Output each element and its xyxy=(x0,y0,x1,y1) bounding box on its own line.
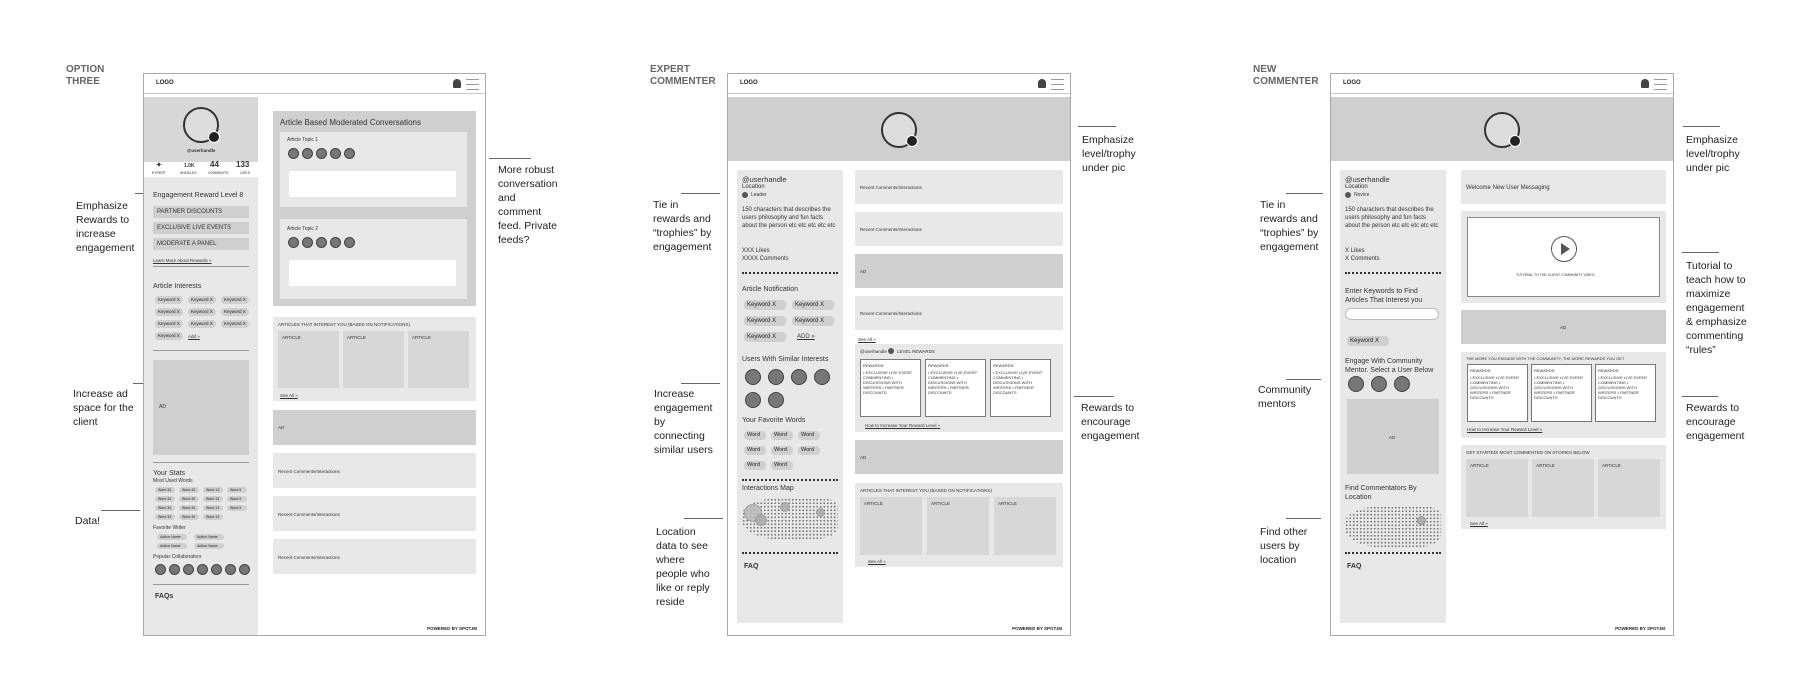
word-chip: Word 40 xyxy=(179,496,199,502)
collaborator-avatar[interactable] xyxy=(197,564,208,575)
see-all-link[interactable]: See All » xyxy=(858,337,876,342)
participant-avatar[interactable] xyxy=(330,237,341,248)
word-chip: Word 33 xyxy=(155,487,175,493)
article-label: ARTICLE xyxy=(1470,463,1489,468)
username: @userhandle xyxy=(1345,175,1390,184)
how-to-increase-link[interactable]: How to Increase Your Reward Level » xyxy=(865,423,941,428)
conversations-title: Article Based Moderated Conversations xyxy=(280,118,421,127)
similar-user-avatar[interactable] xyxy=(791,369,807,385)
ad-space[interactable] xyxy=(855,440,1063,474)
map-hotspot xyxy=(816,508,825,517)
participant-avatar[interactable] xyxy=(316,237,327,248)
author-chip[interactable]: Author Name xyxy=(157,543,187,549)
rewards-intro: THE MORE YOU ENGAGE WITH THE COMMUNITY, THE MORE REWARDS YOU GET xyxy=(1466,356,1625,361)
bell-icon[interactable] xyxy=(1641,79,1649,88)
word-chip: Word 33 xyxy=(155,514,175,520)
faq-link[interactable]: FAQ xyxy=(1347,563,1362,570)
annotation: Emphasize level/trophy under pic xyxy=(1686,134,1740,174)
user-bio: 150 characters that describes the users philosophy and fun facts about the person etc etc etc etc etc xyxy=(742,207,836,229)
article-label: ARTICLE xyxy=(931,501,950,506)
rewards-list: • EXCLUSIVE LIVE EVENT COMMENTING • DISCUSSIONS WITH WRITERS • PARTNER DISCOUNTS xyxy=(928,370,978,395)
comment-card-label: Recent Comments/Interactions xyxy=(860,185,922,190)
similar-user-avatar[interactable] xyxy=(768,369,784,385)
popular-collaborators-label: Popular Collaborators xyxy=(153,554,202,560)
similar-user-avatar[interactable] xyxy=(745,369,761,385)
menu-icon[interactable] xyxy=(1051,79,1064,90)
comment-card-label: Recent Comments/Interactions xyxy=(278,555,340,560)
annotation-line xyxy=(1078,126,1116,127)
stat-value: 44 xyxy=(210,160,219,169)
comment-card-label: Recent Comments/Interactions xyxy=(278,469,340,474)
annotation: Increase engagement by connecting similar users xyxy=(654,388,713,456)
word-chip: Word 33 xyxy=(155,496,175,502)
reward-button-label: EXCLUSIVE LIVE EVENTS xyxy=(157,225,232,231)
see-all-link[interactable]: See All » xyxy=(1470,521,1488,526)
topic-label: Article Topic 2 xyxy=(287,226,319,232)
annotation-line xyxy=(681,383,720,384)
level-icon xyxy=(742,192,748,198)
keyword-chip[interactable]: Keyword X xyxy=(188,320,216,328)
similar-users-heading: Users With Similar Interests xyxy=(742,356,829,363)
rewards-list: • EXCLUSIVE LIVE EVENT COMMENTING • DISCUSSIONS WITH WRITERS • PARTNER DISCOUNTS xyxy=(1470,375,1520,400)
keyword-chip[interactable]: Keyword X xyxy=(155,308,183,316)
keyword-chip[interactable]: Keyword X xyxy=(188,308,216,316)
collaborator-avatar[interactable] xyxy=(211,564,222,575)
annotation-line xyxy=(1286,379,1321,380)
keyword-chip[interactable]: Keyword X xyxy=(155,320,183,328)
keyword-chip[interactable]: Keyword X xyxy=(221,320,249,328)
menu-icon[interactable] xyxy=(466,79,479,90)
level-icon xyxy=(888,348,894,354)
get-started-heading: GET STARTED! MOST COMMENTED ON STORIES BELOW xyxy=(1466,450,1590,455)
ad-label: AD xyxy=(159,404,166,410)
comment-card-label: Recent Comments/Interactions xyxy=(860,227,922,232)
wireframe-expert-commenter xyxy=(727,73,1071,636)
rewards-title: REWARDS: xyxy=(993,363,1015,368)
see-all-link[interactable]: See All » xyxy=(868,559,886,564)
footer: POWERED BY SPOT.IM xyxy=(427,626,477,631)
keyword-chip[interactable]: Keyword X xyxy=(155,296,183,304)
see-all-link[interactable]: See All » xyxy=(280,393,298,398)
your-stats-heading: Your Stats xyxy=(153,470,186,477)
faq-link[interactable]: FAQ xyxy=(744,563,759,570)
word-chip: Word 9 xyxy=(227,487,247,493)
similar-user-avatar[interactable] xyxy=(768,392,784,408)
word-chip: Word xyxy=(771,431,793,440)
keyword-chip[interactable]: Keyword X xyxy=(155,332,183,340)
map-hotspot xyxy=(780,502,790,512)
ad-space[interactable] xyxy=(273,410,476,445)
articles-heading: ARTICLES THAT INTEREST YOU (BASED ON NOTIFICATIONS) xyxy=(860,488,992,493)
dotted-divider xyxy=(1345,552,1441,554)
reward-level: Engagement Reward Level 8 xyxy=(153,192,244,199)
likes-count: X Likes xyxy=(1345,248,1365,254)
annotation: Tutorial to teach how to maximize engagement & emphasize commenting “rules” xyxy=(1686,260,1747,356)
map-hotspot xyxy=(755,514,767,526)
participant-avatar[interactable] xyxy=(344,237,355,248)
ad-label: AD xyxy=(1389,435,1396,440)
trophy-badge xyxy=(1509,135,1521,147)
rewards-list: • EXCLUSIVE LIVE EVENT COMMENTING • DISCUSSIONS WITH WRITERS • PARTNER DISCOUNTS xyxy=(863,370,913,395)
likes-count: XXX Likes xyxy=(742,248,770,254)
ad-space[interactable] xyxy=(153,360,249,455)
dotted-divider xyxy=(742,272,838,274)
participant-avatar[interactable] xyxy=(302,237,313,248)
favorite-writer-label: Favorite Writer xyxy=(153,525,186,531)
articles-heading: ARTICLES THAT INTEREST YOU (BASED ON NOTIFICATIONS) xyxy=(278,322,410,327)
favorite-words-heading: Your Favorite Words xyxy=(742,417,806,424)
collaborator-avatar[interactable] xyxy=(225,564,236,575)
add-keyword-link[interactable]: ADD » xyxy=(797,334,815,340)
faqs-link[interactable]: FAQs xyxy=(155,593,174,600)
how-to-increase-link[interactable]: How to Increase Your Reward Level » xyxy=(1467,427,1543,432)
annotation: Data! xyxy=(75,515,101,527)
trophy-badge xyxy=(906,135,918,147)
rewards-list: • EXCLUSIVE LIVE EVENT COMMENTING • DISCUSSIONS WITH WRITERS • PARTNER DISCOUNTS xyxy=(1598,375,1648,400)
annotation: Tie in rewards and “trophies” by engagement xyxy=(1260,199,1319,253)
collaborator-avatar[interactable] xyxy=(239,564,250,575)
dotted-divider xyxy=(742,552,838,554)
annotation-line xyxy=(1683,126,1720,127)
option-title: OPTION THREE xyxy=(66,64,105,87)
comments-count: X Comments xyxy=(1345,256,1380,262)
username: @userhandle xyxy=(187,148,216,153)
collaborator-avatar[interactable] xyxy=(155,564,166,575)
word-chip: Word xyxy=(744,431,766,440)
mentor-avatar[interactable] xyxy=(1348,376,1364,392)
mentor-heading: Engage With Community Mentor. Select a User Below xyxy=(1345,358,1434,374)
sidebar xyxy=(1340,170,1446,623)
stat-label: LIKES xyxy=(240,171,250,175)
annotation-line xyxy=(681,193,720,194)
keyword-chip[interactable]: Keyword X xyxy=(221,308,249,316)
annotation-line xyxy=(489,158,531,159)
word-chip: Word xyxy=(771,461,793,470)
footer: POWERED BY SPOT.IM xyxy=(1012,626,1062,631)
top-bar xyxy=(1331,74,1673,94)
ad-label: AD xyxy=(860,455,867,460)
mentor-avatar[interactable] xyxy=(1371,376,1387,392)
comment-card-label: Recent Comments/Interactions xyxy=(278,512,340,517)
comment-card-label: Recent Comments/Interactions xyxy=(860,311,922,316)
bell-icon[interactable] xyxy=(453,79,461,88)
participant-avatar[interactable] xyxy=(316,148,327,159)
menu-icon[interactable] xyxy=(1654,79,1667,90)
article-label: ARTICLE xyxy=(412,335,431,340)
annotation-line xyxy=(1074,396,1114,397)
mentor-avatar[interactable] xyxy=(1394,376,1410,392)
participant-avatar[interactable] xyxy=(344,148,355,159)
divider xyxy=(153,584,249,585)
top-bar xyxy=(728,74,1070,94)
user-level: Leader xyxy=(751,192,767,198)
ad-label: AD xyxy=(1560,325,1567,330)
find-commentators-heading: Find Commentators By Location xyxy=(1345,485,1417,501)
word-chip: Word xyxy=(798,446,820,455)
divider xyxy=(153,462,249,463)
word-chip: Word xyxy=(744,446,766,455)
similar-user-avatar[interactable] xyxy=(745,392,761,408)
most-used-words-label: Most Used Words xyxy=(153,478,193,484)
annotation: Emphasize Rewards to increase engagement xyxy=(76,200,135,254)
word-chip: Word 13 xyxy=(203,487,223,493)
article-label: ARTICLE xyxy=(1602,463,1621,468)
annotation-line xyxy=(1286,193,1323,194)
top-bar xyxy=(144,74,485,94)
comment-input[interactable] xyxy=(289,260,456,286)
author-chip[interactable]: Author Name xyxy=(194,543,224,549)
user-bio: 150 characters that describes the users philosophy and fun facts about the person etc etc etc etc etc xyxy=(1345,207,1439,229)
word-chip: Word 33 xyxy=(155,505,175,511)
ad-label: AD xyxy=(860,269,867,274)
wireframe-option-three xyxy=(143,73,486,636)
annotation-line xyxy=(1286,518,1321,519)
annotation: Tie in rewards and “trophies” by engagement xyxy=(653,199,712,253)
map-hotspot xyxy=(1417,516,1426,525)
word-chip: Word 13 xyxy=(203,505,223,511)
level-rewards-label: LEVEL REWARDS xyxy=(897,349,935,354)
video-caption: TUTORIAL TO THE CLIENT COMMUNITY VIDEO xyxy=(1516,273,1595,277)
keyword-chip[interactable]: Keyword X xyxy=(744,316,786,326)
word-chip: Word 13 xyxy=(203,496,223,502)
stat-label: EXPERT xyxy=(152,171,166,175)
rewards-title: REWARDS: xyxy=(1470,368,1492,373)
annotation: Community mentors xyxy=(1258,384,1312,410)
keyword-chip[interactable]: Keyword X xyxy=(792,316,834,326)
rewards-title: REWARDS: xyxy=(1534,368,1556,373)
ad-space[interactable] xyxy=(855,254,1063,288)
collaborator-avatar[interactable] xyxy=(169,564,180,575)
keyword-chip[interactable]: Keyword X xyxy=(188,296,216,304)
interactions-map-heading: Interactions Map xyxy=(742,485,794,492)
article-label: ARTICLE xyxy=(282,335,301,340)
topic-label: Article Topic 1 xyxy=(287,137,319,143)
ad-label: AD xyxy=(278,425,285,430)
rewards-title: REWARDS: xyxy=(863,363,885,368)
word-chip: Word 40 xyxy=(179,505,199,511)
keyword-chip[interactable]: Keyword X xyxy=(1347,336,1389,346)
option-title: EXPERT COMMENTER xyxy=(650,64,716,87)
welcome-message: Welcome New User Messaging xyxy=(1466,185,1550,191)
annotation: Rewards to encourage engagement xyxy=(1686,402,1745,442)
notification-heading: Article Notification xyxy=(742,286,799,293)
annotation-line xyxy=(684,518,723,519)
participant-avatar[interactable] xyxy=(302,148,313,159)
participant-avatar[interactable] xyxy=(330,148,341,159)
annotation: Rewards to encourage engagement xyxy=(1081,402,1140,442)
word-chip: Word xyxy=(798,431,820,440)
article-label: ARTICLE xyxy=(347,335,366,340)
trophy-badge xyxy=(208,131,220,143)
annotation: Emphasize level/trophy under pic xyxy=(1082,134,1136,174)
annotation-line xyxy=(1682,252,1719,253)
comments-count: XXXX Comments xyxy=(742,256,789,262)
word-chip: Word xyxy=(771,446,793,455)
article-label: ARTICLE xyxy=(1536,463,1555,468)
reward-button-label: MODERATE A PANEL xyxy=(157,241,217,247)
logo: LOGO xyxy=(156,80,174,86)
stat-value: 133 xyxy=(236,160,250,169)
us-map[interactable] xyxy=(1345,506,1441,548)
annotation-line xyxy=(101,510,140,511)
stat-icon: ✦ xyxy=(156,162,162,169)
author-chip[interactable]: Author Name xyxy=(157,534,187,540)
user-location: Location xyxy=(1345,184,1368,190)
play-icon[interactable] xyxy=(1551,236,1577,262)
rewards-list: • EXCLUSIVE LIVE EVENT COMMENTING • DISCUSSIONS WITH WRITERS • PARTNER DISCOUNTS xyxy=(993,370,1043,395)
stat-label: COMMENTS xyxy=(208,171,229,175)
reward-button-label: PARTNER DISCOUNTS xyxy=(157,209,223,215)
add-keyword-link[interactable]: Add » xyxy=(188,334,200,339)
user-level: Novice xyxy=(1354,192,1370,198)
keyword-chip[interactable]: Keyword X xyxy=(792,300,834,310)
collaborator-avatar[interactable] xyxy=(183,564,194,575)
bell-icon[interactable] xyxy=(1038,79,1046,88)
comment-input[interactable] xyxy=(289,171,456,197)
annotation-line xyxy=(1682,396,1718,397)
logo: LOGO xyxy=(740,80,758,86)
dotted-divider xyxy=(742,479,838,481)
rewards-username: @userhandle xyxy=(860,349,887,354)
rewards-list: • EXCLUSIVE LIVE EVENT COMMENTING • DISCUSSIONS WITH WRITERS • PARTNER DISCOUNTS xyxy=(1534,375,1584,400)
footer: POWERED BY SPOT.IM xyxy=(1615,626,1665,631)
stat-value: 1.0K xyxy=(184,163,195,169)
user-location: Location xyxy=(742,184,765,190)
stat-label: ANGELES xyxy=(180,171,197,175)
word-chip: Word 9 xyxy=(227,505,247,511)
dotted-divider xyxy=(1345,272,1441,274)
keyword-chip[interactable]: Keyword X xyxy=(744,300,786,310)
logo: LOGO xyxy=(1343,80,1361,86)
keyword-chip[interactable]: Keyword X xyxy=(221,296,249,304)
rewards-title: REWARDS: xyxy=(1598,368,1620,373)
annotation: More robust conversation and comment feed. Private feeds? xyxy=(498,164,558,246)
option-title: NEW COMMENTER xyxy=(1253,64,1319,87)
divider xyxy=(153,266,249,267)
wireframe-new-commenter xyxy=(1330,73,1674,636)
article-label: ARTICLE xyxy=(998,501,1017,506)
level-icon xyxy=(1345,192,1351,198)
word-chip: Word xyxy=(744,461,766,470)
annotation: Location data to see where people who like or reply reside xyxy=(656,526,710,608)
article-interests-heading: Article Interests xyxy=(153,283,202,290)
rewards-title: REWARDS: xyxy=(928,363,950,368)
keyword-chip[interactable]: Keyword X xyxy=(744,332,786,342)
participant-avatar[interactable] xyxy=(288,148,299,159)
similar-user-avatar[interactable] xyxy=(814,369,830,385)
author-chip[interactable]: Author Name xyxy=(194,534,224,540)
word-chip: Word 40 xyxy=(179,514,199,520)
article-label: ARTICLE xyxy=(864,501,883,506)
annotation: Find other users by location xyxy=(1260,526,1308,566)
keyword-input[interactable] xyxy=(1345,308,1439,320)
word-chip: Word 9 xyxy=(227,496,247,502)
learn-more-link[interactable]: Learn More About Rewards » xyxy=(153,258,212,263)
divider xyxy=(153,350,249,351)
annotation: Increase ad space for the client xyxy=(73,388,134,428)
username: @userhandle xyxy=(742,175,787,184)
word-chip: Word 40 xyxy=(179,487,199,493)
enter-keywords-heading: Enter Keywords to Find Articles That Interest you xyxy=(1345,288,1423,304)
word-chip: Word 13 xyxy=(203,514,223,520)
participant-avatar[interactable] xyxy=(288,237,299,248)
